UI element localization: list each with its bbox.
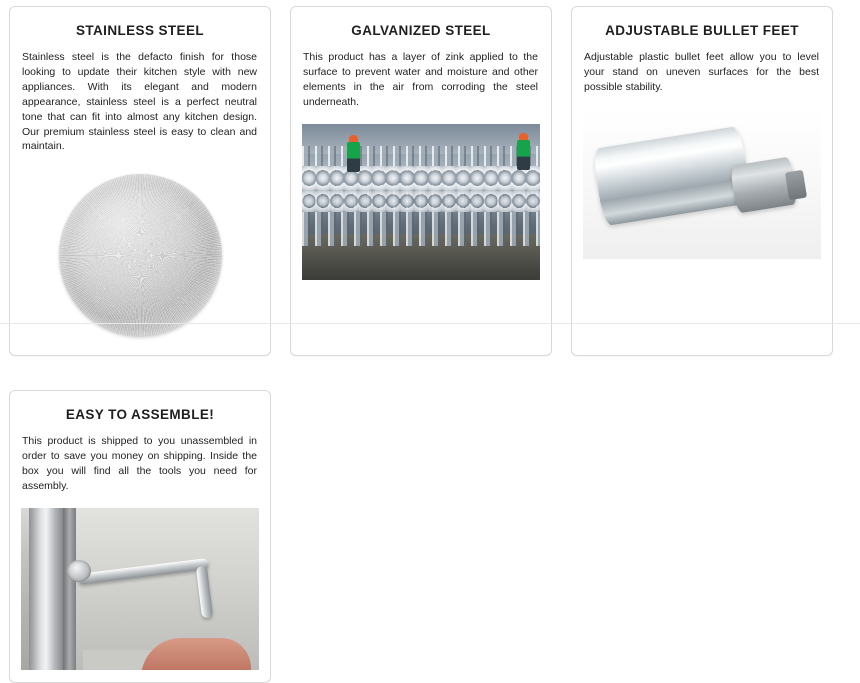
card-title: GALVANIZED STEEL: [351, 23, 491, 38]
photo-sphere-row-upper: [302, 166, 540, 190]
photo-worker-left: [347, 142, 360, 172]
card-title: STAINLESS STEEL: [75, 23, 204, 38]
card-title: ADJUSTABLE BULLET FEET: [605, 23, 799, 38]
photo-worker-right: [517, 140, 530, 170]
allen-key-assembly-photo: [21, 508, 259, 670]
foot-tip-shape: [785, 169, 807, 199]
card-title: EASY TO ASSEMBLE!: [65, 407, 215, 423]
stainless-disc-shape: [59, 174, 222, 337]
card-body-text: This product is shipped to you unassembled in order to save you money on shipping. Inside the box you will find all the tools you need for assembly.: [22, 435, 257, 493]
feature-card-easy-to-assemble[interactable]: [9, 390, 271, 683]
foot-tube-shape: [592, 125, 752, 226]
photo-sphere-row-lower: [302, 190, 540, 212]
feature-card-galvanized-steel[interactable]: [290, 6, 552, 356]
card-body-text: Adjustable plastic bullet feet allow you to level your stand on uneven surfaces for the best possible stability.: [584, 51, 819, 93]
adjustable-bullet-foot-photo: [583, 109, 821, 259]
brushed-stainless-disc-image: [21, 168, 259, 343]
feature-card-stainless-steel[interactable]: [9, 6, 271, 356]
feature-card-row-bottom: [0, 356, 860, 683]
photo-steel-post-edge: [63, 508, 76, 670]
card-body-text: Stainless steel is the defacto finish for those looking to update their kitchen style with new appliances. With its elegant and modern appearance, stainless steel is a perfect neutral tone that can fit into almost any kitchen design. Our premium stainless steel is easy to clean and maintain.: [22, 51, 257, 153]
photo-steel-post: [29, 508, 63, 670]
card-body-text: This product has a layer of zink applied to the surface to prevent water and moisture and other elements in the air from corroding the steel underneath.: [303, 51, 538, 108]
section-divider: [0, 323, 860, 324]
screw-head: [67, 560, 91, 582]
galvanized-steel-poles-photo: [302, 124, 540, 280]
feature-card-adjustable-bullet-feet[interactable]: [571, 6, 833, 356]
